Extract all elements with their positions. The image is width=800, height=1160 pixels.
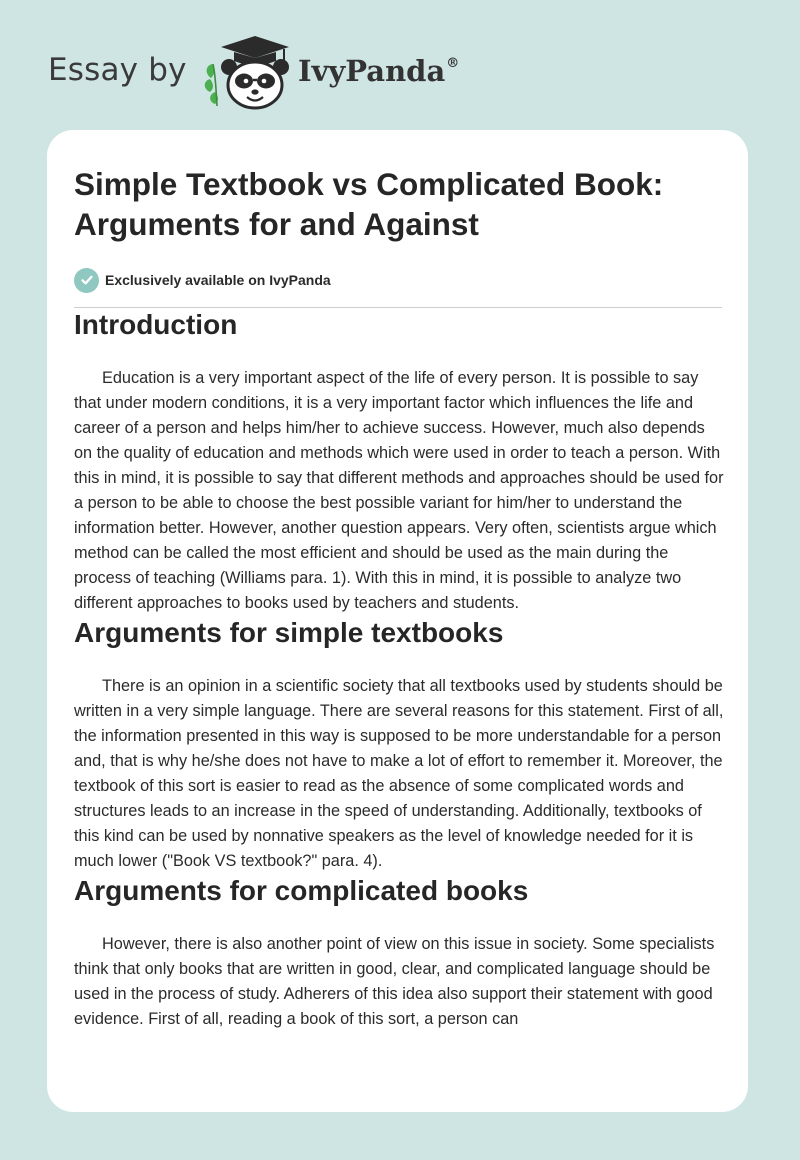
check-icon xyxy=(74,268,99,293)
site-header xyxy=(48,34,488,114)
paragraph-simple-textbooks: There is an opinion in a scientific society that all textbooks used by students should be written in a very simple language. There are several reasons for this statement. First of all, the information presented in this way is supposed to be more understandable for a person and, that is why he/she does not have to make a lot of effort to remember it. Moreover, the textbook of this sort is easier to read as the absence of some complicated words and structures leads to an increase in the speed of understanding. Additionally, textbooks of this kind can be used by nonnative speakers as the level of knowledge needed for it is much lower ("Book VS textbook?" para. 4). xyxy=(74,677,724,870)
section-heading-complicated-books: Arguments for complicated books xyxy=(74,875,529,906)
paragraph-introduction: Education is a very important aspect of the life of every person. It is possible to say that under modern conditions, it is a very important factor which influences the life and career of a person and helps him/her to achieve success. However, much also depends on the quality of education and methods which were used in order to teach a person. With this in mind, it is possible to say that different methods and approaches should be used for a person to be able to choose the best possible variant for him/her to understand the information better. However, another question appears. Very often, scientists argue which method can be called the most efficient and should be used as the main during the process of teaching (Williams para. 1). With this in mind, it is possible to analyze two different approaches to books used by teachers and students. xyxy=(74,369,724,612)
section-heading-introduction: Introduction xyxy=(74,309,238,340)
essay-title: Simple Textbook vs Complicated Book: Arguments for and Against xyxy=(74,166,664,242)
registered-mark: ® xyxy=(446,56,460,71)
exclusive-availability xyxy=(74,267,724,293)
essay-by-label: Essay by xyxy=(48,52,187,88)
paragraph-complicated-books: However, there is also another point of view on this issue in society. Some specialists think that only books that are written in good, clear, and complicated language should be used in the process of study. Adherers of this idea also support their statement with good evidence. First of all, reading a book of this sort, a person can xyxy=(74,935,715,1028)
essay-content xyxy=(74,164,724,1032)
exclusive-label: Exclusively available on IvyPanda xyxy=(105,272,331,288)
panda-logo-icon[interactable] xyxy=(201,34,293,110)
section-heading-simple-textbooks: Arguments for simple textbooks xyxy=(74,617,504,648)
brand-name-text: IvyPanda xyxy=(298,54,446,88)
essay-card xyxy=(47,130,748,1112)
brand-name[interactable] xyxy=(298,54,459,88)
